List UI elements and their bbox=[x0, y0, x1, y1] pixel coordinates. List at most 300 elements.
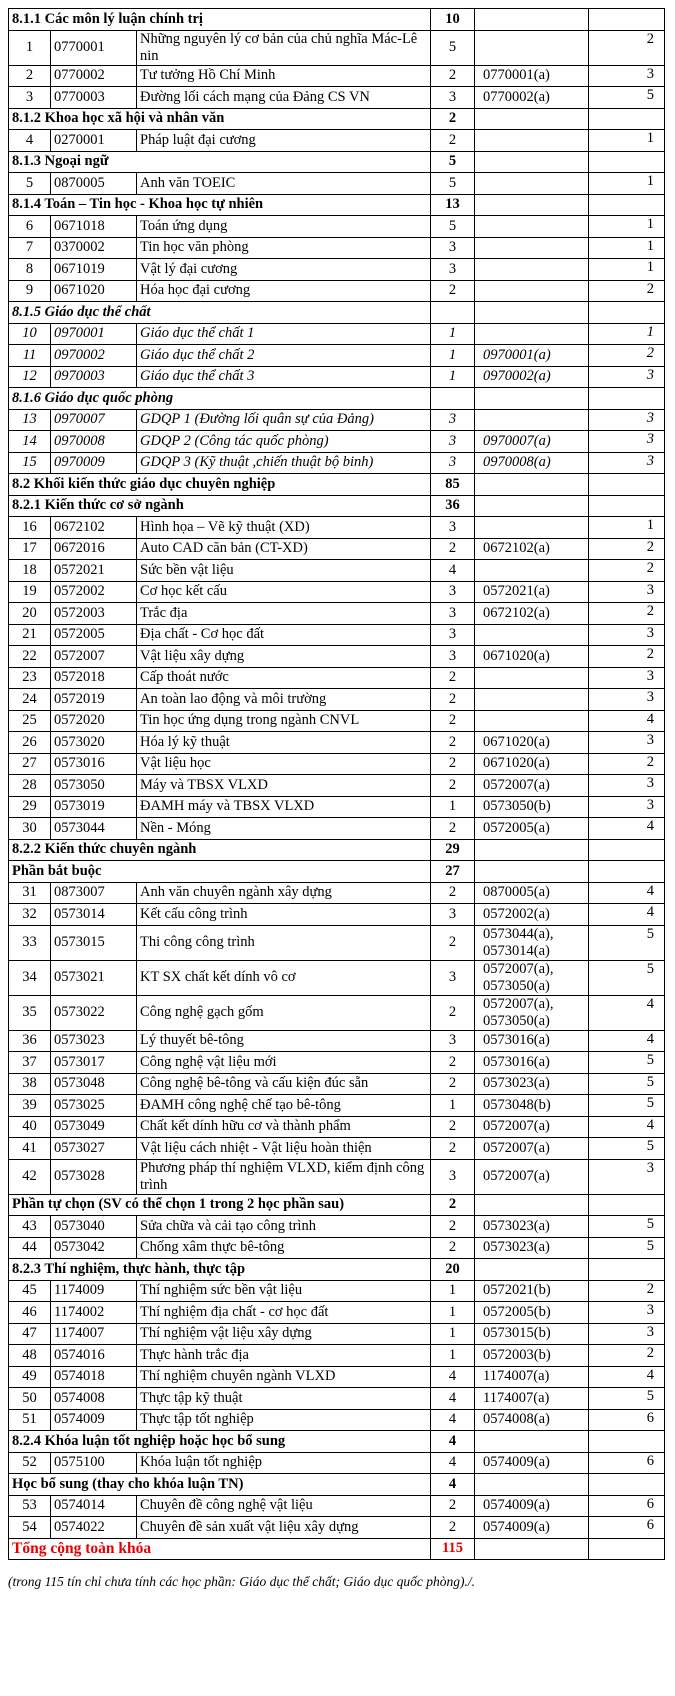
course-name: Chống xâm thực bê-tông bbox=[137, 1237, 431, 1259]
course-prerequisite: 0572007(a) bbox=[475, 1116, 589, 1138]
course-name: Chuyên đề sản xuất vật liệu xây dựng bbox=[137, 1517, 431, 1539]
course-credits: 5 bbox=[431, 216, 475, 238]
course-prerequisite: 0970002(a) bbox=[475, 366, 589, 388]
course-code: 1174002 bbox=[51, 1302, 137, 1324]
course-row bbox=[9, 646, 665, 668]
course-semester: 2 bbox=[589, 280, 665, 302]
course-credits: 2 bbox=[431, 538, 475, 560]
course-row bbox=[9, 1495, 665, 1517]
course-index: 30 bbox=[9, 818, 51, 840]
section-header-row bbox=[9, 474, 665, 496]
course-semester: 5 bbox=[589, 1052, 665, 1074]
course-index: 32 bbox=[9, 904, 51, 926]
course-row bbox=[9, 603, 665, 625]
course-prerequisite: 0572007(a) bbox=[475, 1159, 589, 1194]
course-row bbox=[9, 366, 665, 388]
course-row bbox=[9, 130, 665, 152]
course-semester: 4 bbox=[589, 995, 665, 1030]
course-prerequisite bbox=[475, 30, 589, 65]
course-code: 0573050 bbox=[51, 775, 137, 797]
course-row bbox=[9, 323, 665, 345]
course-prerequisite: 0573023(a) bbox=[475, 1073, 589, 1095]
empty-cell bbox=[475, 495, 589, 517]
section-credits: 36 bbox=[431, 495, 475, 517]
course-code: 0572005 bbox=[51, 624, 137, 646]
empty-cell bbox=[589, 474, 665, 496]
empty-cell bbox=[475, 839, 589, 861]
section-title: 8.1.6 Giáo dục quốc phòng bbox=[9, 388, 431, 410]
section-header-row bbox=[9, 861, 665, 883]
course-code: 0873007 bbox=[51, 882, 137, 904]
course-row bbox=[9, 1216, 665, 1238]
course-index: 29 bbox=[9, 796, 51, 818]
empty-cell bbox=[589, 839, 665, 861]
course-prerequisite: 0573016(a) bbox=[475, 1030, 589, 1052]
course-semester: 1 bbox=[589, 259, 665, 281]
section-title: Học bổ sung (thay cho khóa luận TN) bbox=[9, 1474, 431, 1496]
empty-cell bbox=[589, 1474, 665, 1496]
course-index: 47 bbox=[9, 1323, 51, 1345]
course-credits: 1 bbox=[431, 1302, 475, 1324]
course-prerequisite: 0574008(a) bbox=[475, 1409, 589, 1431]
course-prerequisite bbox=[475, 259, 589, 281]
course-code: 0573040 bbox=[51, 1216, 137, 1238]
course-name: Cơ học kết cấu bbox=[137, 581, 431, 603]
course-semester: 3 bbox=[589, 732, 665, 754]
course-index: 9 bbox=[9, 280, 51, 302]
course-name: Thực tập tốt nghiệp bbox=[137, 1409, 431, 1431]
course-code: 0573015 bbox=[51, 925, 137, 960]
course-credits: 2 bbox=[431, 1138, 475, 1160]
course-credits: 2 bbox=[431, 1216, 475, 1238]
empty-cell bbox=[589, 9, 665, 31]
course-semester: 2 bbox=[589, 1280, 665, 1302]
course-semester: 6 bbox=[589, 1409, 665, 1431]
course-credits: 1 bbox=[431, 1345, 475, 1367]
section-title: 8.2.1 Kiến thức cơ sở ngành bbox=[9, 495, 431, 517]
course-index: 4 bbox=[9, 130, 51, 152]
course-prerequisite: 0573016(a) bbox=[475, 1052, 589, 1074]
course-prerequisite bbox=[475, 216, 589, 238]
section-credits: 29 bbox=[431, 839, 475, 861]
course-prerequisite: 1174007(a) bbox=[475, 1366, 589, 1388]
course-name: Thí nghiệm sức bền vật liệu bbox=[137, 1280, 431, 1302]
course-name: Thực tập kỹ thuật bbox=[137, 1388, 431, 1410]
section-credits: 10 bbox=[431, 9, 475, 31]
course-credits: 2 bbox=[431, 732, 475, 754]
course-credits: 3 bbox=[431, 624, 475, 646]
course-name: Nền - Móng bbox=[137, 818, 431, 840]
course-prerequisite bbox=[475, 560, 589, 582]
course-name: Thí nghiệm chuyên ngành VLXD bbox=[137, 1366, 431, 1388]
course-prerequisite: 0870005(a) bbox=[475, 882, 589, 904]
course-semester: 3 bbox=[589, 409, 665, 431]
course-code: 0970003 bbox=[51, 366, 137, 388]
course-semester: 3 bbox=[589, 796, 665, 818]
course-name: Đường lối cách mạng của Đảng CS VN bbox=[137, 87, 431, 109]
course-index: 21 bbox=[9, 624, 51, 646]
section-title: Phần bắt buộc bbox=[9, 861, 431, 883]
course-code: 0572003 bbox=[51, 603, 137, 625]
course-name: Những nguyên lý cơ bản của chủ nghĩa Mác-Lê nin bbox=[137, 30, 431, 65]
course-semester: 5 bbox=[589, 1095, 665, 1117]
course-prerequisite: 0672102(a) bbox=[475, 603, 589, 625]
course-row bbox=[9, 1095, 665, 1117]
course-semester: 5 bbox=[589, 1388, 665, 1410]
course-name: Cấp thoát nước bbox=[137, 667, 431, 689]
course-semester: 2 bbox=[589, 345, 665, 367]
course-code: 0573019 bbox=[51, 796, 137, 818]
course-code: 0270001 bbox=[51, 130, 137, 152]
course-name: Anh văn chuyên ngành xây dựng bbox=[137, 882, 431, 904]
course-code: 0574014 bbox=[51, 1495, 137, 1517]
course-semester: 3 bbox=[589, 775, 665, 797]
course-index: 3 bbox=[9, 87, 51, 109]
course-semester: 4 bbox=[589, 1366, 665, 1388]
course-semester: 2 bbox=[589, 1345, 665, 1367]
course-index: 5 bbox=[9, 173, 51, 195]
course-name: Trắc địa bbox=[137, 603, 431, 625]
course-credits: 2 bbox=[431, 65, 475, 87]
course-name: KT SX chất kết dính vô cơ bbox=[137, 960, 431, 995]
course-semester: 3 bbox=[589, 366, 665, 388]
course-index: 42 bbox=[9, 1159, 51, 1194]
course-index: 51 bbox=[9, 1409, 51, 1431]
course-name: Công nghệ vật liệu mới bbox=[137, 1052, 431, 1074]
course-semester: 2 bbox=[589, 753, 665, 775]
course-index: 2 bbox=[9, 65, 51, 87]
course-code: 0671019 bbox=[51, 259, 137, 281]
section-header-row bbox=[9, 839, 665, 861]
course-code: 0573017 bbox=[51, 1052, 137, 1074]
course-index: 44 bbox=[9, 1237, 51, 1259]
course-index: 45 bbox=[9, 1280, 51, 1302]
course-code: 0770003 bbox=[51, 87, 137, 109]
course-row bbox=[9, 1345, 665, 1367]
section-credits: 2 bbox=[431, 1194, 475, 1216]
course-semester: 2 bbox=[589, 538, 665, 560]
course-credits: 2 bbox=[431, 775, 475, 797]
course-credits: 4 bbox=[431, 560, 475, 582]
course-semester: 4 bbox=[589, 882, 665, 904]
empty-cell bbox=[589, 388, 665, 410]
course-name: Chuyên đề công nghệ vật liệu bbox=[137, 1495, 431, 1517]
course-index: 24 bbox=[9, 689, 51, 711]
course-credits: 2 bbox=[431, 882, 475, 904]
course-row bbox=[9, 345, 665, 367]
empty-cell bbox=[475, 388, 589, 410]
course-row bbox=[9, 1159, 665, 1194]
course-name: ĐAMH công nghệ chế tạo bê-tông bbox=[137, 1095, 431, 1117]
course-index: 34 bbox=[9, 960, 51, 995]
course-index: 10 bbox=[9, 323, 51, 345]
course-index: 8 bbox=[9, 259, 51, 281]
course-code: 0573021 bbox=[51, 960, 137, 995]
course-index: 11 bbox=[9, 345, 51, 367]
total-row bbox=[9, 1538, 665, 1560]
course-code: 0572019 bbox=[51, 689, 137, 711]
course-name: Giáo dục thể chất 1 bbox=[137, 323, 431, 345]
course-code: 0573022 bbox=[51, 995, 137, 1030]
section-credits bbox=[431, 388, 475, 410]
course-prerequisite: 0572007(a) bbox=[475, 775, 589, 797]
course-credits: 3 bbox=[431, 904, 475, 926]
course-row bbox=[9, 1388, 665, 1410]
course-semester: 1 bbox=[589, 173, 665, 195]
course-index: 54 bbox=[9, 1517, 51, 1539]
course-credits: 4 bbox=[431, 1366, 475, 1388]
course-credits: 2 bbox=[431, 280, 475, 302]
course-index: 38 bbox=[9, 1073, 51, 1095]
course-prerequisite: 0573023(a) bbox=[475, 1237, 589, 1259]
course-row bbox=[9, 1302, 665, 1324]
course-name: Thí nghiệm địa chất - cơ học đất bbox=[137, 1302, 431, 1324]
course-index: 49 bbox=[9, 1366, 51, 1388]
empty-cell bbox=[475, 1474, 589, 1496]
course-semester: 2 bbox=[589, 30, 665, 65]
course-row bbox=[9, 1030, 665, 1052]
course-name: GDQP 3 (Kỹ thuật ,chiến thuật bộ binh) bbox=[137, 452, 431, 474]
course-credits: 1 bbox=[431, 323, 475, 345]
course-name: Địa chất - Cơ học đất bbox=[137, 624, 431, 646]
course-row bbox=[9, 1366, 665, 1388]
course-prerequisite bbox=[475, 710, 589, 732]
course-code: 0574022 bbox=[51, 1517, 137, 1539]
course-row bbox=[9, 1452, 665, 1474]
course-row bbox=[9, 1073, 665, 1095]
empty-cell bbox=[589, 1538, 665, 1560]
course-row bbox=[9, 753, 665, 775]
course-credits: 2 bbox=[431, 1052, 475, 1074]
course-code: 0572020 bbox=[51, 710, 137, 732]
course-credits: 3 bbox=[431, 431, 475, 453]
empty-cell bbox=[475, 1431, 589, 1453]
course-credits: 3 bbox=[431, 581, 475, 603]
section-header-row bbox=[9, 1194, 665, 1216]
course-credits: 2 bbox=[431, 818, 475, 840]
course-row bbox=[9, 1138, 665, 1160]
empty-cell bbox=[475, 108, 589, 130]
course-code: 0573027 bbox=[51, 1138, 137, 1160]
course-credits: 5 bbox=[431, 173, 475, 195]
section-title: 8.2.2 Kiến thức chuyên ngành bbox=[9, 839, 431, 861]
course-row bbox=[9, 710, 665, 732]
course-semester: 5 bbox=[589, 1237, 665, 1259]
course-code: 0573028 bbox=[51, 1159, 137, 1194]
course-code: 0573016 bbox=[51, 753, 137, 775]
course-row bbox=[9, 65, 665, 87]
course-prerequisite: 0970001(a) bbox=[475, 345, 589, 367]
course-prerequisite: 0573050(b) bbox=[475, 796, 589, 818]
section-title: 8.1.5 Giáo dục thể chất bbox=[9, 302, 431, 324]
section-title: 8.1.2 Khoa học xã hội và nhân văn bbox=[9, 108, 431, 130]
course-name: Vật liệu học bbox=[137, 753, 431, 775]
course-prerequisite: 0572002(a) bbox=[475, 904, 589, 926]
course-index: 43 bbox=[9, 1216, 51, 1238]
course-credits: 1 bbox=[431, 1280, 475, 1302]
section-credits bbox=[431, 302, 475, 324]
course-code: 0573044 bbox=[51, 818, 137, 840]
course-credits: 2 bbox=[431, 1495, 475, 1517]
section-title: 8.2.4 Khóa luận tốt nghiệp hoặc học bổ sung bbox=[9, 1431, 431, 1453]
course-prerequisite bbox=[475, 173, 589, 195]
course-credits: 1 bbox=[431, 345, 475, 367]
course-code: 1174007 bbox=[51, 1323, 137, 1345]
course-prerequisite: 0970007(a) bbox=[475, 431, 589, 453]
course-semester: 3 bbox=[589, 452, 665, 474]
course-code: 0671020 bbox=[51, 280, 137, 302]
course-index: 40 bbox=[9, 1116, 51, 1138]
course-row bbox=[9, 775, 665, 797]
course-code: 0573042 bbox=[51, 1237, 137, 1259]
course-semester: 5 bbox=[589, 925, 665, 960]
course-code: 0370002 bbox=[51, 237, 137, 259]
section-credits: 27 bbox=[431, 861, 475, 883]
course-semester: 3 bbox=[589, 431, 665, 453]
course-code: 0671018 bbox=[51, 216, 137, 238]
course-index: 7 bbox=[9, 237, 51, 259]
course-semester: 4 bbox=[589, 710, 665, 732]
course-prerequisite: 0572005(b) bbox=[475, 1302, 589, 1324]
section-credits: 4 bbox=[431, 1474, 475, 1496]
section-credits: 2 bbox=[431, 108, 475, 130]
course-name: Công nghệ gạch gốm bbox=[137, 995, 431, 1030]
course-index: 1 bbox=[9, 30, 51, 65]
course-credits: 3 bbox=[431, 87, 475, 109]
course-name: Tin học ứng dụng trong ngành CNVL bbox=[137, 710, 431, 732]
course-row bbox=[9, 818, 665, 840]
course-index: 15 bbox=[9, 452, 51, 474]
section-title: 8.2 Khối kiến thức giáo dục chuyên nghiệp bbox=[9, 474, 431, 496]
course-index: 50 bbox=[9, 1388, 51, 1410]
course-semester: 3 bbox=[589, 1302, 665, 1324]
course-prerequisite: 0770002(a) bbox=[475, 87, 589, 109]
course-semester: 6 bbox=[589, 1495, 665, 1517]
course-credits: 3 bbox=[431, 1030, 475, 1052]
course-credits: 3 bbox=[431, 237, 475, 259]
course-semester: 3 bbox=[589, 689, 665, 711]
course-name: Hình họa – Vẽ kỹ thuật (XD) bbox=[137, 517, 431, 539]
course-code: 1174009 bbox=[51, 1280, 137, 1302]
course-name: Tư tưởng Hồ Chí Minh bbox=[137, 65, 431, 87]
course-credits: 2 bbox=[431, 1073, 475, 1095]
course-prerequisite bbox=[475, 130, 589, 152]
section-header-row bbox=[9, 108, 665, 130]
course-row bbox=[9, 995, 665, 1030]
course-credits: 3 bbox=[431, 603, 475, 625]
course-index: 33 bbox=[9, 925, 51, 960]
course-code: 0970001 bbox=[51, 323, 137, 345]
empty-cell bbox=[475, 302, 589, 324]
course-credits: 2 bbox=[431, 689, 475, 711]
section-title: 8.2.3 Thí nghiệm, thực hành, thực tập bbox=[9, 1259, 431, 1281]
course-name: Chất kết dính hữu cơ và thành phẩm bbox=[137, 1116, 431, 1138]
course-name: Auto CAD căn bản (CT-XD) bbox=[137, 538, 431, 560]
course-prerequisite: 0770001(a) bbox=[475, 65, 589, 87]
course-code: 0574008 bbox=[51, 1388, 137, 1410]
course-index: 18 bbox=[9, 560, 51, 582]
course-row bbox=[9, 1323, 665, 1345]
course-name: Thí nghiệm vật liệu xây dựng bbox=[137, 1323, 431, 1345]
section-header-row bbox=[9, 1259, 665, 1281]
course-prerequisite: 0572003(b) bbox=[475, 1345, 589, 1367]
course-code: 0573020 bbox=[51, 732, 137, 754]
course-credits: 1 bbox=[431, 1323, 475, 1345]
course-name: Sức bền vật liệu bbox=[137, 560, 431, 582]
course-index: 12 bbox=[9, 366, 51, 388]
course-prerequisite: 0672102(a) bbox=[475, 538, 589, 560]
curriculum-table bbox=[8, 8, 665, 1560]
course-name: GDQP 2 (Công tác quốc phòng) bbox=[137, 431, 431, 453]
course-index: 28 bbox=[9, 775, 51, 797]
course-semester: 5 bbox=[589, 87, 665, 109]
course-row bbox=[9, 216, 665, 238]
course-semester: 2 bbox=[589, 560, 665, 582]
course-code: 0672102 bbox=[51, 517, 137, 539]
course-code: 0770002 bbox=[51, 65, 137, 87]
section-header-row bbox=[9, 194, 665, 216]
course-semester: 2 bbox=[589, 603, 665, 625]
course-prerequisite: 0572005(a) bbox=[475, 818, 589, 840]
section-header-row bbox=[9, 1431, 665, 1453]
course-credits: 3 bbox=[431, 1159, 475, 1194]
course-row bbox=[9, 1409, 665, 1431]
course-index: 27 bbox=[9, 753, 51, 775]
course-index: 16 bbox=[9, 517, 51, 539]
empty-cell bbox=[589, 194, 665, 216]
course-prerequisite bbox=[475, 323, 589, 345]
course-credits: 1 bbox=[431, 1095, 475, 1117]
course-code: 0672016 bbox=[51, 538, 137, 560]
course-semester: 3 bbox=[589, 1159, 665, 1194]
course-row bbox=[9, 259, 665, 281]
course-semester: 1 bbox=[589, 517, 665, 539]
course-credits: 2 bbox=[431, 130, 475, 152]
course-prerequisite bbox=[475, 237, 589, 259]
course-semester: 4 bbox=[589, 1030, 665, 1052]
course-code: 0573014 bbox=[51, 904, 137, 926]
course-credits: 4 bbox=[431, 1409, 475, 1431]
course-index: 39 bbox=[9, 1095, 51, 1117]
course-credits: 2 bbox=[431, 1237, 475, 1259]
section-title: Phần tự chọn (SV có thể chọn 1 trong 2 học phần sau) bbox=[9, 1194, 431, 1216]
section-header-row bbox=[9, 1474, 665, 1496]
course-prerequisite: 0671020(a) bbox=[475, 732, 589, 754]
course-row bbox=[9, 280, 665, 302]
course-row bbox=[9, 1116, 665, 1138]
empty-cell bbox=[589, 1259, 665, 1281]
course-prerequisite: 0574009(a) bbox=[475, 1495, 589, 1517]
course-prerequisite bbox=[475, 409, 589, 431]
empty-cell bbox=[589, 108, 665, 130]
course-index: 23 bbox=[9, 667, 51, 689]
course-row bbox=[9, 904, 665, 926]
empty-cell bbox=[475, 1538, 589, 1560]
course-code: 0575100 bbox=[51, 1452, 137, 1474]
course-semester: 3 bbox=[589, 624, 665, 646]
course-name: Lý thuyết bê-tông bbox=[137, 1030, 431, 1052]
course-index: 13 bbox=[9, 409, 51, 431]
course-credits: 2 bbox=[431, 1116, 475, 1138]
course-semester: 3 bbox=[589, 667, 665, 689]
course-prerequisite: 0970008(a) bbox=[475, 452, 589, 474]
course-semester: 4 bbox=[589, 904, 665, 926]
course-code: 0573023 bbox=[51, 1030, 137, 1052]
course-credits: 3 bbox=[431, 409, 475, 431]
course-credits: 1 bbox=[431, 366, 475, 388]
course-credits: 1 bbox=[431, 796, 475, 818]
course-name: GDQP 1 (Đường lối quân sự của Đảng) bbox=[137, 409, 431, 431]
